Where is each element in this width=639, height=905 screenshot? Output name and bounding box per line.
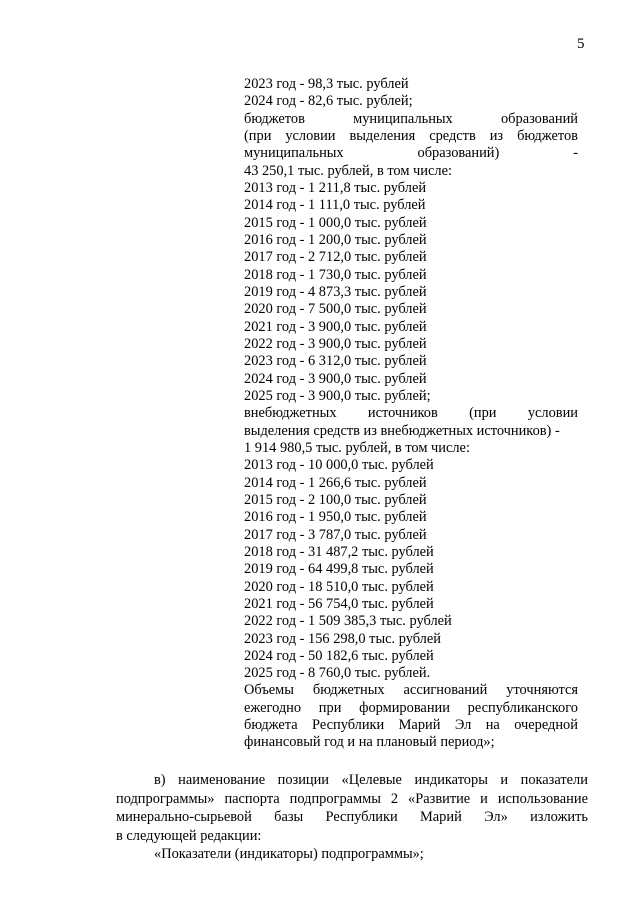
text-line <box>244 700 578 717</box>
text-line <box>244 128 578 145</box>
word: (при <box>469 405 497 422</box>
word: и <box>500 772 509 788</box>
word: индикаторы <box>414 772 488 788</box>
word: Эл» <box>484 809 508 825</box>
text-line: 2015 год - 2 100,0 тыс. рублей <box>244 491 427 508</box>
text-line: 2023 год - 98,3 тыс. рублей <box>244 76 409 92</box>
word: муниципальных <box>244 145 344 162</box>
text-line: 2022 год - 1 509 385,3 тыс. рублей <box>244 613 452 630</box>
text-line: 2022 год - 3 900,0 тыс. рублей <box>244 335 427 352</box>
word: на <box>485 717 500 734</box>
word: выделения <box>349 127 416 144</box>
text-line: 2017 год - 2 712,0 тыс. рублей <box>244 249 427 266</box>
text-line: 2013 год - 1 211,8 тыс. рублей <box>244 179 427 196</box>
word: подпрограммы» <box>116 790 215 807</box>
word: при <box>318 699 342 716</box>
word: бюджетных <box>312 682 385 699</box>
text-line: 2023 год - 156 298,0 тыс. рублей <box>244 630 441 647</box>
paragraph-line: «Показатели (индикаторы) подпрограммы»; <box>154 846 424 862</box>
word: наименование <box>178 772 266 788</box>
word: уточняются <box>506 682 578 699</box>
word: минерально-сырьевой <box>116 809 252 825</box>
text-line: 2019 год - 4 873,3 тыс. рублей <box>244 283 427 300</box>
text-line: 2014 год - 1 111,0 тыс. рублей <box>244 197 426 214</box>
text-line: 2018 год - 31 487,2 тыс. рублей <box>244 543 434 560</box>
text-line <box>244 111 578 128</box>
word: источников <box>367 405 438 422</box>
text-line <box>244 682 578 699</box>
word: «Развитие <box>408 790 471 807</box>
word: Эл <box>454 717 472 734</box>
word: бюджетов <box>244 110 305 127</box>
text-line: 2023 год - 6 312,0 тыс. рублей <box>244 353 427 370</box>
word: подпрограммы <box>289 790 381 807</box>
amendment-paragraph <box>116 771 588 864</box>
paragraph-line <box>116 790 588 809</box>
text-line: 2025 год - 8 760,0 тыс. рублей. <box>244 665 431 682</box>
word: изложить <box>530 809 588 825</box>
word: условии <box>527 405 578 422</box>
word: бюджета <box>244 717 298 734</box>
text-line: 2021 год - 56 754,0 тыс. рублей <box>244 595 434 612</box>
paragraph-line <box>116 808 588 827</box>
word: республиканского <box>467 699 578 716</box>
text-line: 2019 год - 64 499,8 тыс. рублей <box>244 561 434 578</box>
text-line: 1 914 980,5 тыс. рублей, в том числе: <box>244 439 470 456</box>
text-line: 2018 год - 1 730,0 тыс. рублей <box>244 266 427 283</box>
text-line: 2025 год - 3 900,0 тыс. рублей; <box>244 387 431 404</box>
word: очередной <box>514 717 578 734</box>
text-line: 2015 год - 1 000,0 тыс. рублей <box>244 214 427 231</box>
word: паспорта <box>224 790 280 807</box>
word: позиции <box>277 772 330 788</box>
word: внебюджетных <box>244 405 337 422</box>
paragraph-line <box>116 771 588 790</box>
text-line <box>244 145 578 162</box>
word: Республики <box>325 809 398 825</box>
word: базы <box>274 809 304 825</box>
word: формировании <box>359 699 450 716</box>
word: образований) <box>417 145 500 162</box>
text-line: 2020 год - 18 510,0 тыс. рублей <box>244 578 434 595</box>
word: «Целевые <box>341 772 402 788</box>
text-line: 2017 год - 3 787,0 тыс. рублей <box>244 526 427 543</box>
word: Марий <box>398 717 441 734</box>
text-line: 2016 год - 1 950,0 тыс. рублей <box>244 509 427 526</box>
word: образований <box>500 110 578 127</box>
text-line: 2016 год - 1 200,0 тыс. рублей <box>244 231 427 248</box>
text-line: 2024 год - 82,6 тыс. рублей; <box>244 93 413 110</box>
word: (при <box>244 127 272 144</box>
word: Объемы <box>244 682 294 699</box>
text-line: 2024 год - 50 182,6 тыс. рублей <box>244 647 434 664</box>
text-line: 2014 год - 1 266,6 тыс. рублей <box>244 474 427 491</box>
financing-column <box>244 76 578 752</box>
text-line <box>244 717 578 734</box>
word: показатели <box>520 772 588 788</box>
word: Марий <box>420 809 462 825</box>
text-line: 43 250,1 тыс. рублей, в том числе: <box>244 162 452 179</box>
word: в) <box>154 772 166 788</box>
word: бюджетов <box>517 127 578 144</box>
text-line: 2024 год - 3 900,0 тыс. рублей <box>244 370 427 387</box>
text-line: 2021 год - 3 900,0 тыс. рублей <box>244 318 427 335</box>
word: - <box>573 145 578 162</box>
text-line: 2013 год - 10 000,0 тыс. рублей <box>244 457 434 474</box>
word: условии <box>285 127 336 144</box>
text-line <box>244 405 578 422</box>
word: использование <box>497 790 588 807</box>
word: Республики <box>312 717 385 734</box>
word: средств <box>429 127 476 144</box>
text-line: 2020 год - 7 500,0 тыс. рублей <box>244 301 427 318</box>
paragraph-line: в следующей редакции: <box>116 827 262 844</box>
word: муниципальных <box>353 110 453 127</box>
word: из <box>489 127 504 144</box>
word: ассигнований <box>403 682 488 699</box>
text-line: финансовый год и на плановый период»; <box>244 734 495 751</box>
word: ежегодно <box>244 699 302 716</box>
text-line: выделения средств из внебюджетных источников) - <box>244 422 560 439</box>
word: и <box>480 790 488 807</box>
word: 2 <box>390 790 399 807</box>
page-number: 5 <box>577 36 585 52</box>
